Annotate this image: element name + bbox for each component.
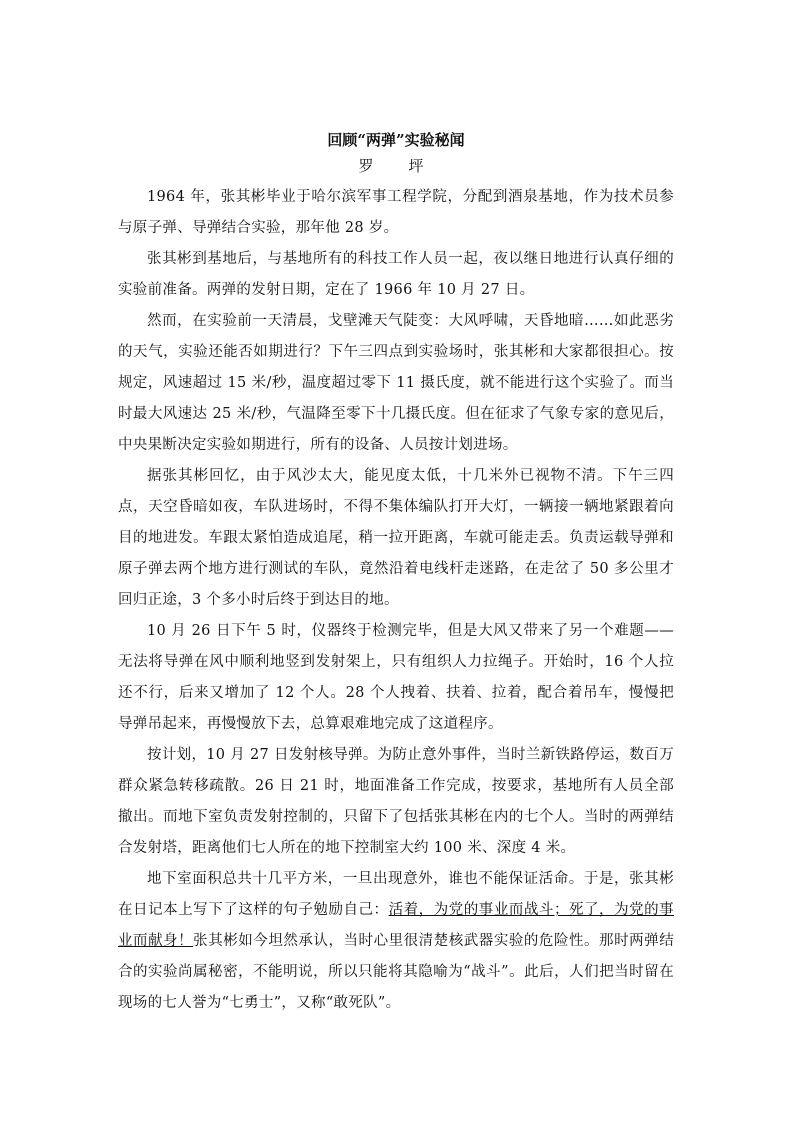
diary-quote: 活着，为党的事业而战斗；死了，为党的事业而献身！	[118, 902, 674, 949]
article-title: 回顾“两弹”实验秘闻	[327, 131, 465, 149]
article-author: 罗 坪	[358, 157, 434, 175]
paragraph-text: 地下室面积总共十几平方米，一旦出现意外，谁也不能保证活命。于是，张其彬在日记本上写下了这样的句子勉励自己：	[118, 871, 674, 918]
paragraph: 按计划，10 月 27 日发射核导弹。为防止意外事件，当时兰新铁路停运，数百万群众紧急转移疏散。26 日 21 时，地面准备工作完成，按要求，基地所有人员全部撤出。而地下室负责发射控制的，只留下了包括张其彬在内的七个人。当时的两弹结合发射塔，距离他们七人所在的地下控制室大约 100 米、深度 4 米。	[118, 747, 674, 856]
document-page	[118, 128, 674, 1019]
paragraph: 然而，在实验前一天清晨，戈壁滩天气陡变：大风呼啸，天昏地暗……如此恶劣的天气，实验还能否如期进行？下午三四点到实验场时，张其彬和大家都很担心。按规定，风速超过 15 米/秒，温度超过零下 11 摄氏度，就不能进行这个实验了。而当时最大风速达 25 米/秒，气温降至零下十几摄氏度。但在征求了气象专家的意见后，中央果断决定实验如期进行，所有的设备、人员按计划进场。	[118, 313, 674, 453]
paragraph: 张其彬到基地后，与基地所有的科技工作人员一起，夜以继日地进行认真仔细的实验前准备。两弹的发射日期，定在了 1966 年 10 月 27 日。	[118, 251, 674, 298]
paragraph-last	[118, 864, 674, 1019]
paragraph-text: 张其彬如今坦然承认，当时心里很清楚核武器实验的危险性。那时两弹结合的实验尚属秘密，不能明说，所以只能将其隐喻为“战斗”。此后，人们把当时留在现场的七人誉为“七勇士”，又称“敢死队”。	[118, 933, 674, 1011]
paragraph: 10 月 26 日下午 5 时，仪器终于检测完毕，但是大风又带来了另一个难题——无法将导弹在风中顺利地竖到发射架上，只有组织人力拉绳子。开始时，16 个人拉还不行，后来又增加了 12 个人。28 个人拽着、扶着、拉着，配合着吊车，慢慢把导弹吊起来，再慢慢放下去，总算艰难地完成了这道程序。	[118, 623, 674, 732]
paragraph: 据张其彬回忆，由于风沙太大，能见度太低，十几米外已视物不清。下午三四点，天空昏暗如夜，车队进场时，不得不集体编队打开大灯，一辆接一辆地紧跟着向目的地进发。车跟太紧怕造成追尾，稍一拉开距离，车就可能走丢。负责运载导弹和原子弹去两个地方进行测试的车队，竟然沿着电线杆走迷路，在走岔了 50 多公里才回归正途，3 个多小时后终于到达目的地。	[118, 468, 674, 608]
paragraph: 1964 年，张其彬毕业于哈尔滨军事工程学院，分配到酒泉基地，作为技术员参与原子弹、导弹结合实验，那年他 28 岁。	[118, 189, 674, 236]
